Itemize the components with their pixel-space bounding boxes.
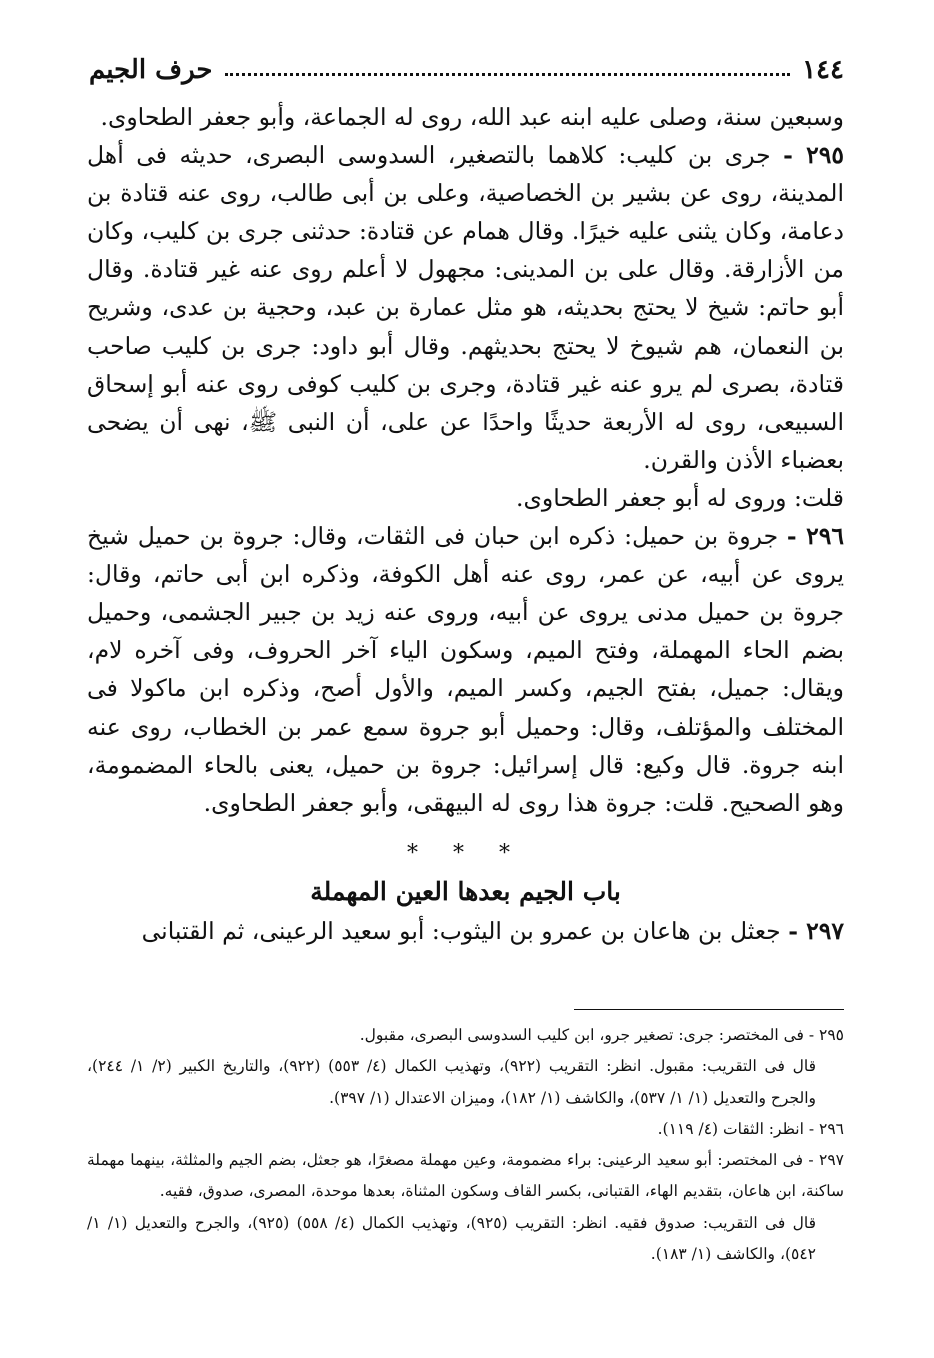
entry-number: ٢٩٧ - — [788, 916, 844, 945]
footnote-297-b: قال فى التقريب: صدوق فقيه. انظر: التقريب (٩٢٥)، وتهذيب الكمال (٤/ ٥٥٨) (٩٢٥)، والجرح والتعديل (١/ ١/ ٥٤٢)، والكاشف (١/ ١٨٣). — [87, 1213, 816, 1264]
section-divider-stars: * * * — [407, 840, 524, 866]
entry-number: ٢٩٥ - — [783, 141, 844, 170]
page-number: ١٤٤ — [802, 55, 844, 85]
section-title: باب الجيم بعدها العين المهملة — [310, 876, 621, 906]
page-header — [89, 50, 844, 90]
entry-text: جعثل بن هاعان بن عمرو بن اليثوب: أبو سعيد الرعينى، ثم القتبانى — [141, 916, 781, 945]
footnote-297-a: ٢٩٧ - فى المختصر: أبو سعيد الرعينى: براء مضمومة، وعين مهملة مصغرًا، هو جعثل، بضم الجيم والمثلثة، بينهما مهملة ساكنة، ابن هاعان، بتقديم الهاء، القتبانى، بكسر القاف وسكون المثناة، بعدها موحدة، المصرى، صدوق، فقيه. — [87, 1151, 844, 1201]
main-text — [87, 98, 844, 950]
entry-297 — [87, 912, 844, 950]
chapter-title: حرف الجيم — [89, 55, 213, 85]
header-dotted-leader — [225, 73, 791, 76]
entry-number: ٢٩٦ - — [786, 522, 844, 551]
entry-text: جروة بن حميل: ذكره ابن حبان فى الثقات، وقال: جروة بن حميل شيخ يروى عن أبيه، عن عمر، روى عنه أهل الكوفة، وذكره ابن أبى حاتم، وقال: جروة بن حميل مدنى يروى عن أبيه، وروى عنه زيد بن جبير الجشمى، وحميل بضم الحاء المهملة، وفتح الميم، وسكون الياء آخر الحروف، وفى آخره لام، ويقال: جميل، بفتح الجيم، وكسر الميم، والأول أصح، وذكره ابن ماكولا فى المختلف والمؤتلف، وقال: وحميل أبو جروة سمع عمر بن الخطاب، روى عنه ابنه جروة. قال وكيع: قال إسرائيل: جروة بن حميل، يعنى بالحاء المضمومة، وهو الصحيح. قلت: جروة هذا روى له البيهقى، وأبو جعفر الطحاوى. — [87, 522, 844, 817]
entry-296 — [87, 517, 844, 822]
footnotes — [87, 1020, 844, 1270]
entry-text: جرى بن كليب: كلاهما بالتصغير، السدوسى البصرى، حديثه فى أهل المدينة، روى عن بشير بن الخصاصية، وعلى بن أبى طالب، روى عنه قتادة بن دعامة، وكان يثنى عليه خيرًا. وقال همام عن قتادة: حدثنى جرى بن كليب، وكان من الأزارقة. وقال على بن المدينى: مجهول لا أعلم روى عنه غير قتادة. وقال أبو حاتم: شيخ لا يحتج بحديثه، هو مثل عمارة بن عبد، وحجية بن عدى، وشريح بن النعمان، هم شيوخ لا يحتج بحديثهم. وقال أبو داود: جرى بن كليب صاحب قتادة، بصرى لم يرو عنه غير قتادة، وجرى بن كليب كوفى روى عنه أبو إسحاق السبيعى، روى له الأربعة حديثًا واحدًا عن على، أن النبى ﷺ، نهى أن يضحى بعضباء الأذن والقرن. — [87, 141, 844, 474]
footnote-296: ٢٩٦ - انظر: الثقات (٤/ ١١٩). — [657, 1119, 844, 1138]
footnote-295-b: قال فى التقريب: مقبول. انظر: التقريب (٩٢٢)، وتهذيب الكمال (٤/ ٥٥٣) (٩٢٢)، والتاريخ الكبير (٢/ ١/ ٢٤٤)، والجرح والتعديل (١/ ١/ ٥٣٧)، والكاشف (١/ ١٨٢)، وميزان الاعتدال (١/ ٣٩٧). — [87, 1057, 817, 1107]
intro-paragraph: وسبعين سنة، وصلى عليه ابنه عبد الله، روى له الجماعة، وأبو جعفر الطحاوى. — [100, 103, 844, 131]
entry-295-note: قلت: وروى له أبو جعفر الطحاوى. — [516, 483, 844, 512]
entry-295 — [87, 136, 844, 479]
footnote-295-a: ٢٩٥ - فى المختصر: جرى: تصغير جرو، ابن كليب السدوسى البصرى، مقبول. — [359, 1026, 844, 1044]
footnote-rule — [574, 1009, 844, 1010]
